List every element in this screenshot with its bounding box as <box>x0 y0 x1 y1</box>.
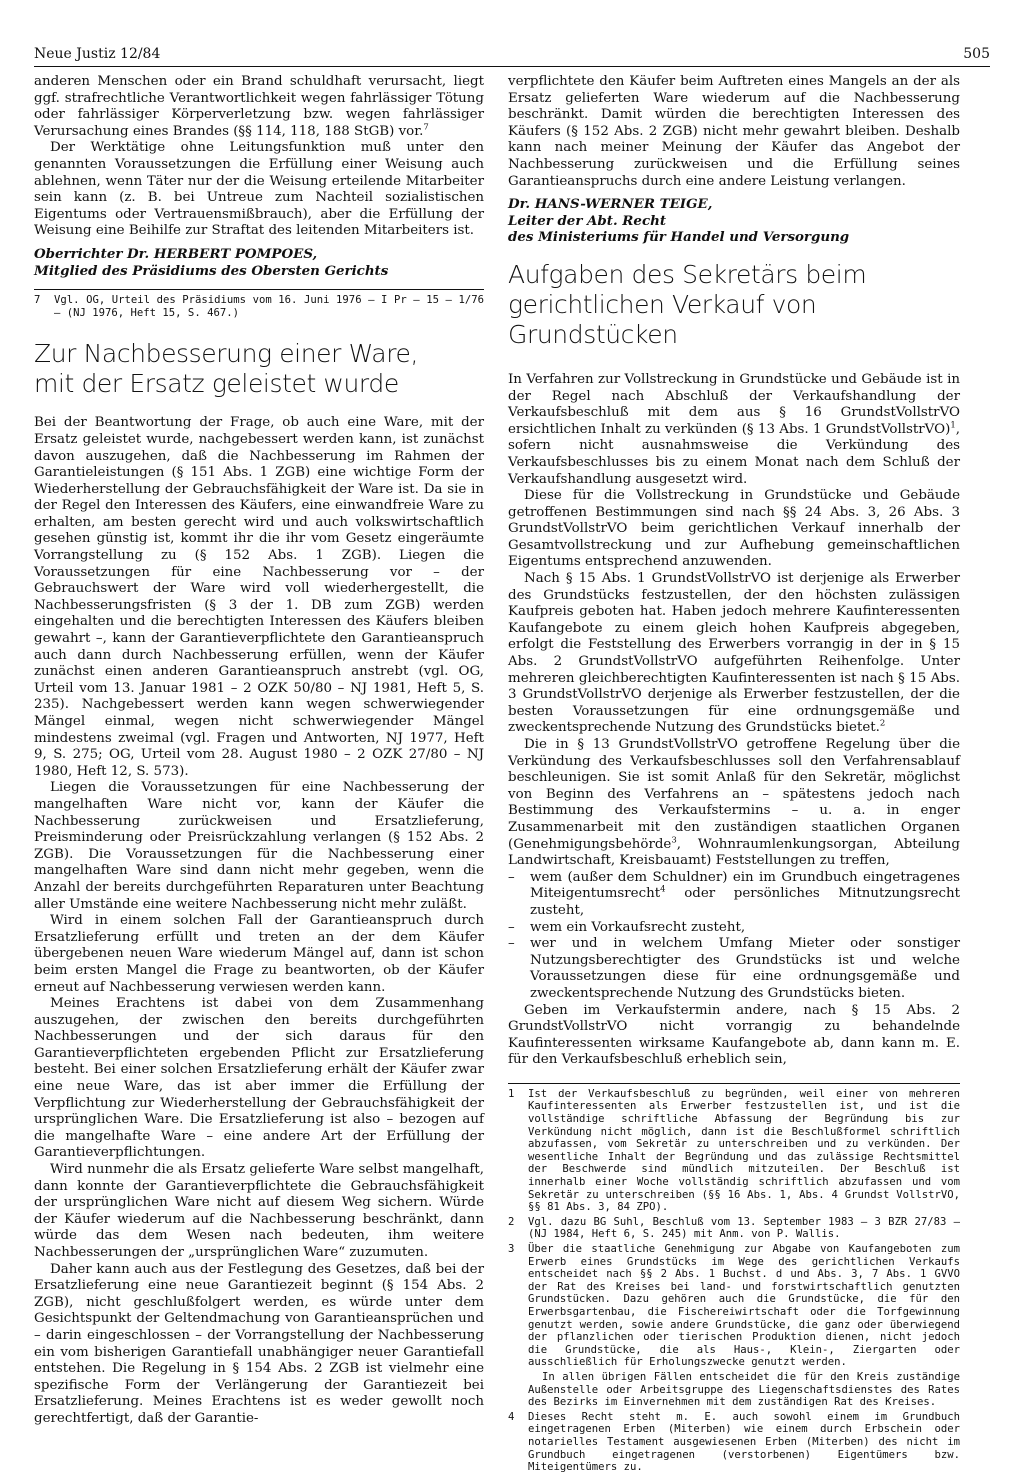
article-title <box>34 339 484 399</box>
footnote-text: Vgl. OG, Urteil des Präsidiums vom 16. Juni 1976 – I Pr – 15 – 1/76 – (NJ 1976, Heft 15, S. 467.) <box>54 294 484 319</box>
footnote-text: Ist der Verkaufsbeschluß zu begründen, weil einer von mehreren Kaufinteressenten als Erwerber festzustellen ist, und ist die vollständige schriftliche Abfassung der Begründung bis zur Verkündung nicht möglich, dann ist die Beschlußformel schriftlich abzufassen, vom Sekretär zu unterschreiben und zu verkünden. Der wesentliche Inhalt der Begründung und das zulässige Rechtsmittel der Beschwerde sind mündlich mitzuteilen. Der Beschluß ist innerhalb einer Woche vollständig schriftlich abzufassen und vom Sekretär zu unterschreiben (§§ 16 Abs. 1, Abs. 4 Grundst VollstrVO, §§ 81 Abs. 3, 84 ZPO). <box>528 1087 960 1214</box>
paragraph-text: , sofern nicht ausnahmsweise die Verkündung des Verkaufsbeschlusses bis zu einem Monat nach dem Schluß der Verkaufshandlung ausgesetzt wird. <box>508 421 960 487</box>
dash-marker: – <box>508 936 515 952</box>
footnote-ref: 7 <box>423 122 429 133</box>
paragraph <box>508 372 960 488</box>
list-item <box>508 920 960 937</box>
footnote-number: 3 <box>508 1243 515 1255</box>
footnote-number: 2 <box>508 1215 515 1228</box>
running-header <box>34 44 990 67</box>
paragraph <box>34 74 484 140</box>
author-role: Leiter der Abt. Recht <box>508 212 667 229</box>
footnote-number: 7 <box>34 294 41 307</box>
article-title-line: mit der Ersatz geleistet wurde <box>34 369 399 399</box>
footnote-number: 1 <box>508 1087 515 1100</box>
footnote-text: Vgl. dazu BG Suhl, Beschluß vom 13. September 1983 – 3 BZR 27/83 – (NJ 1984, Heft 6, S. 245) mit Anm. von P. Wallis. <box>528 1215 960 1241</box>
paragraph: Wird in einem solchen Fall der Garantieanspruch durch Ersatzlieferung erfüllt und treten an der dem Käufer übergebenen neuen Ware wiederum Mängel auf, dann ist schon beim ersten Mangel die Frage zu beantworten, ob der Käufer erneut auf Nachbesserung verwiesen werden kann. <box>34 913 484 995</box>
paragraph: Daher kann auch aus der Festlegung des Gesetzes, daß bei der Ersatzlieferung eine neue Garantiezeit beginnt (§ 154 Abs. 2 ZGB), nicht geschlußfolgert werden, es würde unter dem Gesichtspunkt der Geltendmachung von Garantieansprüchen und – darin eingeschlossen – der Vorrangstellung der Nachbesserung ein vom bisherigen Garantiefall unabhängiger neuer Garantiefall entstehen. Die Regelung in § 154 Abs. 2 ZGB ist vielmehr eine spezifische Form der Verlängerung der Garantiezeit bei Ersatzlieferung. Meines Erachtens ist es weder gewollt noch gerechtfertigt, daß der Garantie- <box>34 1261 484 1426</box>
right-column <box>508 74 960 1476</box>
paragraph-text: In Verfahren zur Vollstreckung in Grundstücke und Gebäude ist in der Regel nach Abschluß der Verkaufshandlung der Verkaufsbeschluß mit dem aus § 16 GrundstVollstrVO ersichtlichen Inhalt zu verkünden (§ 13 Abs. 1 GrundstVollstrVO) <box>508 371 960 437</box>
footnote <box>34 294 484 319</box>
article-title-line: gerichtlichen Verkauf von Grundstücken <box>508 289 817 349</box>
paragraph-text: Die in § 13 GrundstVollstrVO getroffene Regelung über die Verkündung des Verkaufsbeschlusses soll den Verfahrensablauf beschleunigen. Sie ist somit Anlaß für den Sekretär, möglichst von Beginn des Verfahrens an – spätestens jedoch nach Bestimmung des Verkaufstermins – u. a. in enger Zusammenarbeit mit den zuständigen staatlichen Organen (Genehmigungsbehörde <box>508 737 960 852</box>
list-item-text-part: wem (außer dem Schuldner) ein im Grundbuch eingetragenes Miteigentumsrecht <box>530 869 960 902</box>
footnote-number: 4 <box>508 1410 515 1423</box>
footnote-divider <box>508 1083 960 1084</box>
footnote <box>508 1243 960 1369</box>
paragraph-text: , Wohnraumlenkungsorgan, Abteilung Landwirtschaft, Kreisbauamt) Feststellungen zu treffen, <box>508 836 960 869</box>
footnote-continuation: In allen übrigen Fällen entscheidet die für den Kreis zuständige Außenstelle oder Arbeitsgruppe des Liegenschaftsdienstes des Rates des Bezirks im Einvernehmen mit dem zuständigen Rat des Kreises. <box>528 1370 960 1409</box>
footnote <box>508 1411 960 1474</box>
list-item-text <box>530 870 960 920</box>
list-item <box>508 870 960 920</box>
footnote-ref: 1 <box>950 420 956 431</box>
paragraph <box>508 737 960 870</box>
list-item-text: wem ein Vorkaufsrecht zusteht, <box>530 919 746 935</box>
footnote-ref: 2 <box>879 718 886 729</box>
article-title <box>508 260 960 350</box>
footnote <box>508 1216 960 1241</box>
footnote-divider <box>34 289 484 290</box>
left-column <box>34 74 484 1428</box>
paragraph-text: Nach § 15 Abs. 1 GrundstVollstrVO ist derjenige als Erwerber des Grundstücks festzustellen, der den höchsten zulässigen Kaufpreis geboten hat. Haben jedoch mehrere Kaufinteressenten Kaufangebote zu einem gleich hohen Kaufpreis abgegeben, erfolgt die Feststellung des Erwerbers vorrangig in der in § 15 Abs. 2 GrundstVollstrVO aufgeführten Reihenfolge. Unter mehreren gleichberechtigten Kaufinteressenten ist nach § 15 Abs. 3 GrundstVollstrVO derjenige als Erwerber festzustellen, der die besten Voraussetzungen für eine ordnungsgemäße und zweckentsprechende Nutzung des Grundstücks bietet. <box>508 571 960 736</box>
author-name: Oberrichter Dr. HERBERT POMPOES, <box>34 245 318 262</box>
footnote-text: Über die staatliche Genehmigung zur Abgabe von Kaufangeboten zum Erwerb eines Grundstücks im Wege des gerichtlichen Verkaufs entscheidet nach §§ 2 Abs. 1 Buchst. d und Abs. 3, 7 Abs. 1 GVVO der Rat des Kreises bei land- und forstwirtschaftlich genutzten Grundstücken. Dazu gehören auch die Grundstücke, die für den Erwerbsgartenbau, die Fischereiwirtschaft oder die Torfgewinnung genutzt werden, sowie andere Grundstücke, die ganz oder überwiegend der pflanzlichen oder tierischen Produktion dienen, nicht jedoch die Grundstücke, die als Haus-, Klein-, Ziergarten oder ausschließlich für Erholungszwecke genutzt werden. <box>528 1243 960 1369</box>
list-item <box>508 936 960 1002</box>
page-number: 505 <box>963 46 990 62</box>
article-title-line: Zur Nachbesserung einer Ware, <box>34 339 419 369</box>
author-role: des Ministeriums für Handel und Versorgung <box>508 229 850 246</box>
dash-marker: – <box>508 869 515 885</box>
journal-issue: Neue Justiz 12/84 <box>34 46 161 62</box>
footnote-ref: 3 <box>671 835 677 846</box>
author-role: Mitglied des Präsidiums des Obersten Gerichts <box>34 262 389 279</box>
paragraph: Meines Erachtens ist dabei von dem Zusammenhang auszugehen, der zwischen den bereits durchgeführten Nachbesserungen und der sich daraus für den Garantieverpflichteten ergebenden Pflicht zur Ersatzlieferung besteht. Bei einer solchen Ersatzlieferung erhält der Käufer zwar eine neue Ware, das ist aber immer die Erfüllung der Verpflichtung zur Wiederherstellung der Gebrauchsfähigkeit der ursprünglichen Ware. Die Ersatzlieferung ist also – bezogen auf die mangelhafte Ware – eine andere Art der Erfüllung der Garantieverpflichtungen. <box>34 996 484 1161</box>
paragraph: Liegen die Voraussetzungen für eine Nachbesserung der mangelhaften Ware nicht vor, kann der Käufer die Nachbesserung zurückweisen und Ersatzlieferung, Preisminderung oder Preisrückzahlung verlangen (§ 152 Abs. 2 ZGB). Die Voraussetzungen für die Nachbesserung einer mangelhaften Ware sind dann nicht mehr gegeben, wenn die Anzahl der bereits durchgeführten Reparaturen unter Beachtung aller Umstände eine weitere Nachbesserung nicht mehr zuläßt. <box>34 780 484 912</box>
author-name: Dr. HANS-WERNER TEIGE, <box>508 196 713 213</box>
paragraph <box>508 571 960 737</box>
paragraph: Diese für die Vollstreckung in Grundstücke und Gebäude getroffenen Bestimmungen sind nach §§ 24 Abs. 3, 26 Abs. 3 GrundstVollstrVO beim gerichtlichen Verkauf innerhalb der Gesamtvollstreckung und zur Aufhebung gemeinschaftlichen Eigentums entsprechend anzuwenden. <box>508 488 960 570</box>
paragraph: Bei der Beantwortung der Frage, ob auch eine Ware, mit der Ersatz geleistet wurde, nachgebessert werden kann, ist zunächst davon auszugehen, daß die Nachbesserung im Rahmen der Garantieleistungen (§ 151 Abs. 1 ZGB) eine wichtige Form der Wiederherstellung der Gebrauchsfähigkeit der Ware ist. Da sie in der Regel den Interessen des Käufers, eine einwandfreie Ware zu erhalten, am besten gerecht wird und auch volkswirtschaftlich gesehen günstig ist, kommt ihr die ihr vom Gesetz eingeräumte Vorrangstellung zu (§ 152 Abs. 1 ZGB). Liegen die Voraussetzungen für eine Nachbesserung vor – der Gebrauchswert der Ware wird voll wiederhergestellt, die Nachbesserungsfristen (§ 3 der 1. DB zum ZGB) werden eingehalten und die berechtigten Interessen des Käufers bleiben gewahrt –, kann der Garantieverpflichtete den Garantieanspruch auch dann durch Nachbesserung erfüllen, wenn der Käufer zunächst einen anderen Garantieanspruch anstrebt (vgl. OG, Urteil vom 13. Januar 1981 – 2 OZK 50/80 – NJ 1981, Heft 5, S. 235). Nachgebessert werden kann wegen schwerwiegender Mängel einmal, wegen nicht schwerwiegender Mängel mindestens zweimal (vgl. Fragen und Antworten, NJ 1977, Heft 9, S. 275; OG, Urteil vom 28. August 1980 – 2 OZK 27/80 – NJ 1980, Heft 12, S. 573). <box>34 415 484 779</box>
paragraph: verpflichtete den Käufer beim Auftreten eines Mangels an der als Ersatz gelieferten Ware wiederum auf die Nachbesserung beschränkt. Damit würden die berechtigten Interessen des Käufers (§ 152 Abs. 2 ZGB) nicht mehr gewahrt bleiben. Deshalb kann nach meiner Meinung der Käufer das Angebot der Nachbesserung zurückweisen und die Erfüllung seines Garantieanspruchs durch eine andere Leistung verlangen. <box>508 74 960 189</box>
paragraph-text: anderen Menschen oder ein Brand schuldhaft verursacht, liegt ggf. strafrechtliche Verantwortlichkeit wegen fahrlässiger Tötung oder fahrlässiger Körperverletzung bzw. wegen fahrlässiger Verursachung eines Brandes (§§ 114, 118, 188 StGB) vor. <box>34 74 484 139</box>
footnote-text: Dieses Recht steht m. E. auch sowohl einem im Grundbuch eingetragenen Erben (Miterben) wie einem durch Erbschein oder notarielles Testament ausgewiesenen Erben (Miterben) des nicht im Grundbuch eingetragenen (verstorbenen) Eigentümers bzw. Miteigentümers zu. <box>528 1410 960 1474</box>
list-item-text: wer und in welchem Umfang Mieter oder sonstiger Nutzungsberechtigter des Grundstücks ist und welche Voraussetzungen diese für eine ordnungsgemäße und zweckentsprechende Nutzung des Grundstücks bieten. <box>530 936 960 1001</box>
paragraph: Wird nunmehr die als Ersatz gelieferte Ware selbst mangelhaft, dann konnte der Garantieverpflichtete die Gebrauchsfähigkeit der ursprünglichen Ware nicht auf diesem Weg sichern. Würde der Käufer wiederum auf die Nachbesserung beschränkt, dann würde das dem Wesen nach bedeuten, ihm weitere Nachbesserungen der „ursprünglichen Ware“ zuzumuten. <box>34 1162 484 1260</box>
paragraph: Der Werktätige ohne Leitungsfunktion muß unter den genannten Voraussetzungen die Erfüllung einer Weisung auch ablehnen, wenn Täter nur der die Weisung erteilende Mitarbeiter sein kann (z. B. bei Untreue zum Nachteil sozialistischen Eigentums oder Vertrauensmißbrauch), aber die Erfüllung der Weisung eine Beihilfe zur Straftat des leitenden Mitarbeiters ist. <box>34 140 484 239</box>
paragraph: Geben im Verkaufstermin andere, nach § 15 Abs. 2 GrundstVollstrVO nicht vorrangig zu behandelnde Kaufinteressenten wirksame Kaufangebote ab, dann kann m. E. für den Verkaufsbeschluß erheblich sein, <box>508 1002 960 1068</box>
list-item-text-part: oder persönliches Mitnutzungsrecht zusteht, <box>530 886 960 918</box>
dash-marker: – <box>508 919 515 935</box>
footnote <box>508 1088 960 1214</box>
article-title-line: Aufgaben des Sekretärs beim <box>508 259 867 289</box>
footnote-ref: 4 <box>660 884 666 895</box>
